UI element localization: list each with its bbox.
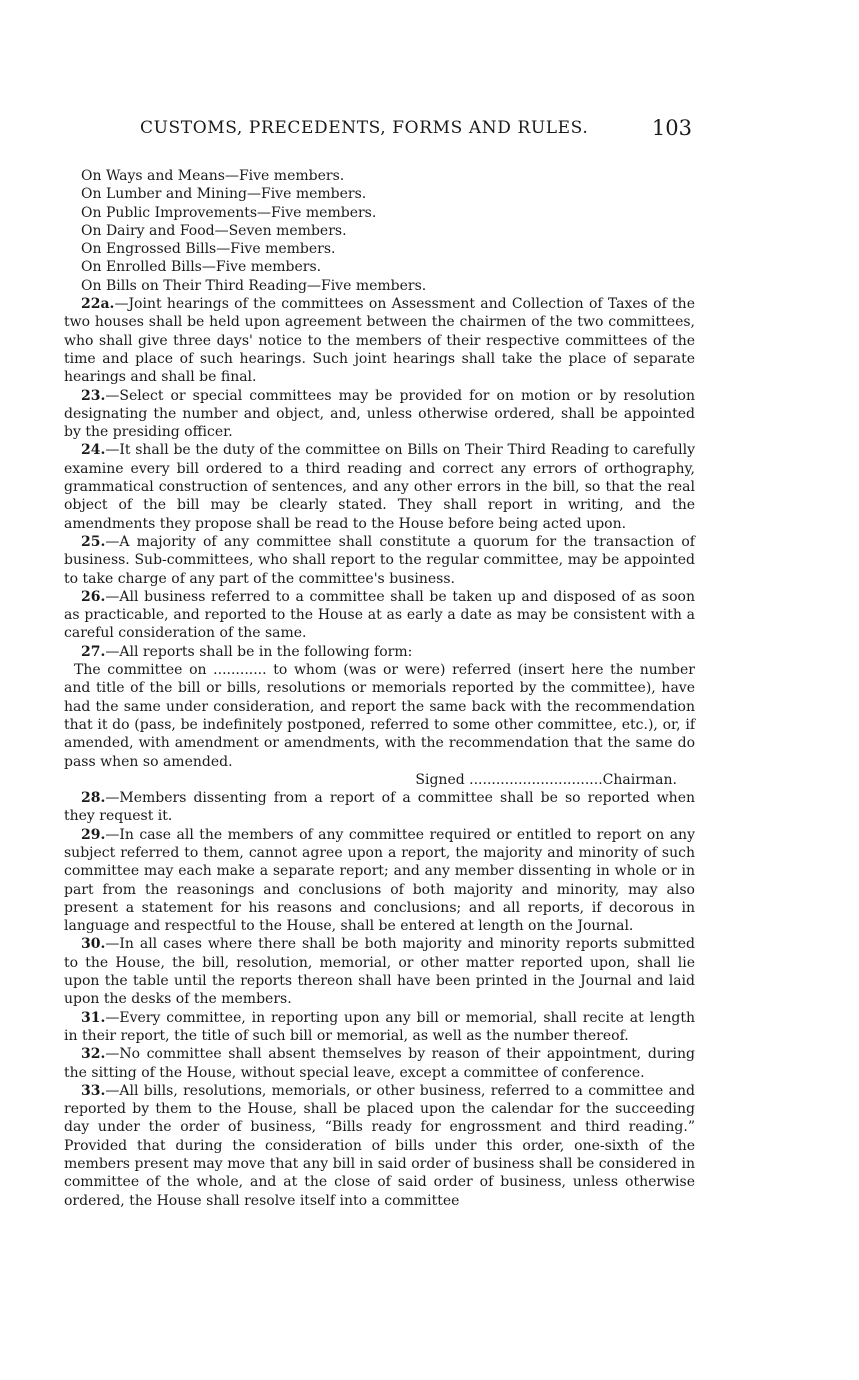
rule-number: 23.	[81, 387, 106, 404]
rule-23	[64, 387, 695, 442]
rule-text: —Every committee, in reporting upon any bill or memorial, shall recite at length in their report, the title of such bill or memorial, as well as the number thereof.	[64, 1009, 695, 1044]
rule-26	[64, 588, 695, 643]
rule-number: 31.	[81, 1009, 106, 1026]
rule-text: —In all cases where there shall be both majority and minority reports submitted to the House, the bill, resolution, memorial, or other matter reported upon, shall lie upon the table until the reports thereon shall have been printed in the Journal and laid upon the desks of the members.	[64, 936, 695, 1008]
page-header	[60, 116, 700, 146]
rule-text: —Joint hearings of the committees on Assessment and Collection of Taxes of the two houses shall be held upon agreement between the chairmen of the two committees, who shall give three days' notice to the members of their respective committees of the time and place of such hearings. Such joint hearings shall take the place of separate hearings and shall be final.	[64, 296, 695, 386]
rule-text: —No committee shall absent themselves by reason of their appointment, during the sitting of the House, without special leave, except a committee of conference.	[64, 1046, 695, 1081]
list-item: On Bills on Their Third Reading—Five members.	[81, 277, 427, 294]
rule-text: —A majority of any committee shall constitute a quorum for the transaction of business. Sub-committees, who shall report to the regular committee, may be appointed to take charge of any part of the committee's business.	[64, 533, 695, 587]
report-form-text: The committee on ............ to whom (was or were) referred (insert here the number and title of the bill or bills, resolutions or memorials reported by the committee), have had the same under consideration, and report the same back with the recommendation that it do (pass, be indefinitely postponed, referred to some other committee, etc.), or, if amended, with amendment or amendments, with the recommendation that the same do pass when so amended.	[64, 662, 695, 770]
list-item: On Ways and Means—Five members.	[81, 168, 345, 184]
rule-number: 22a.	[81, 296, 115, 313]
committee-list	[64, 167, 695, 295]
rule-number: 26.	[81, 588, 106, 605]
rule-text: —Select or special committees may be provided for on motion or by resolution designating the number and object, and, unless otherwise ordered, shall be appointed by the presiding officer.	[64, 387, 695, 441]
rule-text: —It shall be the duty of the committee on Bills on Their Third Reading to carefully examine every bill ordered to a third reading and correct any errors of orthography, grammatical construction of sentences, and any other errors in the bill, so that the real object of the bill may be clearly stated. They shall report in writing, and the amendments they propose shall be read to the House before being acted upon.	[64, 442, 695, 532]
rule-22a	[64, 295, 695, 386]
signed-line: Signed ..............................Chairman.	[415, 771, 677, 788]
rule-25	[64, 533, 695, 588]
list-item: On Lumber and Mining—Five members.	[81, 186, 367, 203]
rule-28	[64, 789, 695, 826]
rule-27	[64, 643, 695, 661]
rule-number: 25.	[81, 533, 106, 550]
rule-number: 24.	[81, 442, 106, 459]
rule-number: 33.	[81, 1082, 106, 1099]
list-item: On Public Improvements—Five members.	[81, 204, 377, 221]
rule-number: 32.	[81, 1046, 106, 1063]
rule-32	[64, 1045, 695, 1082]
rule-number: 28.	[81, 790, 106, 807]
page-number: 103	[651, 116, 692, 140]
rule-24	[64, 441, 695, 532]
rule-number: 30.	[81, 936, 106, 953]
list-item: On Dairy and Food—Seven members.	[81, 222, 347, 239]
rule-text: —All reports shall be in the following form:	[105, 643, 413, 660]
rule-30	[64, 935, 695, 1008]
rule-text: —All business referred to a committee shall be taken up and disposed of as soon as practicable, and reported to the House at as early a date as may be consistent with a careful consideration of the same.	[64, 588, 695, 642]
rule-text: —Members dissenting from a report of a committee shall be so reported when they request it.	[64, 790, 695, 825]
rule-number: 29.	[81, 826, 106, 843]
list-item: On Enrolled Bills—Five members.	[81, 259, 322, 276]
rule-text: —In case all the members of any committee required or entitled to report on any subject referred to them, cannot agree upon a report, the majority and minority of such committee may each make a separate report; and any member dissenting in whole or in part from the reasonings and conclusions of both majority and minority, may also present a statement for his reasons and conclusions; and all reports, if decorous in language and respectful to the House, shall be entered at length on the Journal.	[64, 826, 695, 935]
list-item: On Engrossed Bills—Five members.	[81, 241, 336, 258]
rule-number: 27.	[81, 643, 106, 660]
rule-29	[64, 826, 695, 936]
body-text	[64, 167, 695, 1210]
running-head: CUSTOMS, PRECEDENTS, FORMS AND RULES.	[140, 118, 589, 138]
rule-31	[64, 1009, 695, 1046]
rule-text: —All bills, resolutions, memorials, or other business, referred to a committee and reported by them to the House, shall be placed upon the calendar for the succeeding day under the order of business, “Bills ready for engrossment and third reading.” Provided that during the consideration of bills under this order, one-sixth of the members present may move that any bill in said order of business shall be considered in committee of the whole, and at the close of said order of business, unless otherwise ordered, the House shall resolve itself into a committee	[64, 1082, 695, 1209]
rule-33	[64, 1082, 695, 1210]
